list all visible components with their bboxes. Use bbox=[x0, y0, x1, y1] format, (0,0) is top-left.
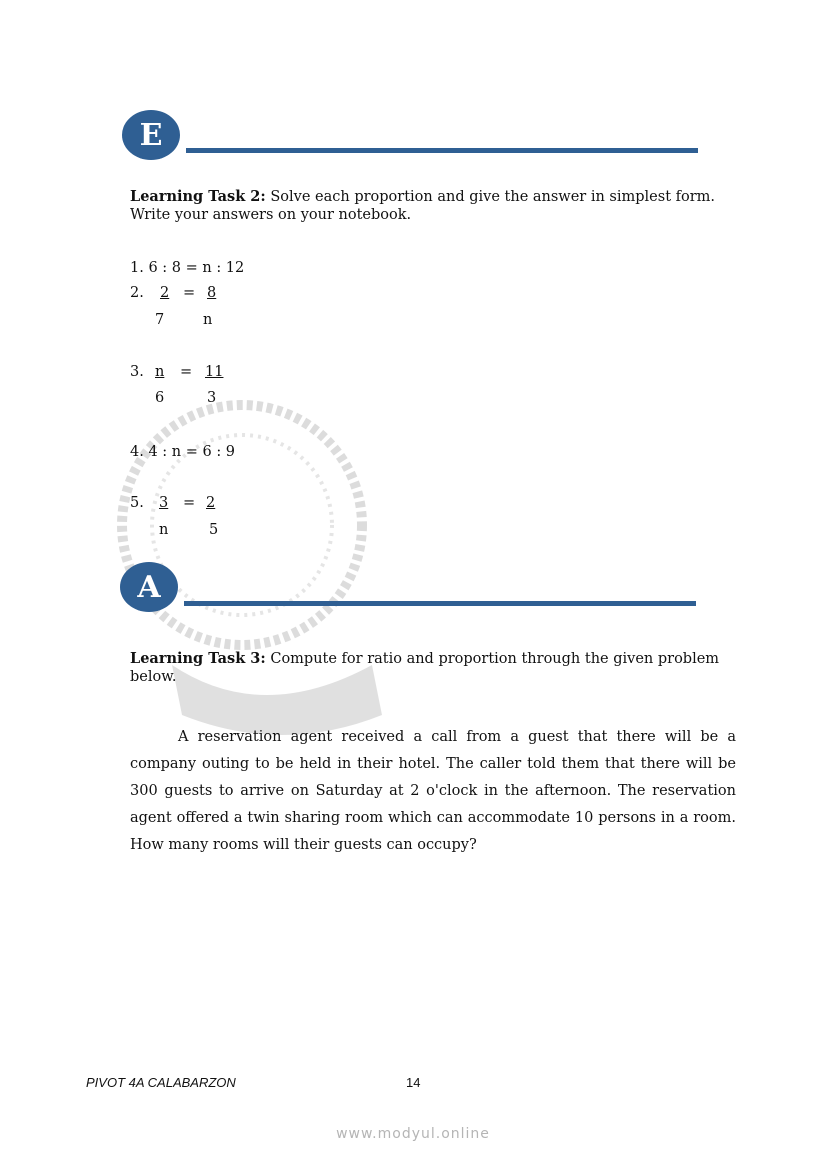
item-5-numerator-right: 2 bbox=[206, 495, 216, 511]
item-3-numerator-left: n bbox=[155, 364, 165, 380]
item-2-numerator-left: 2 bbox=[160, 285, 170, 301]
item-3-number: 3. bbox=[130, 364, 144, 380]
item-5-equals: = bbox=[183, 495, 196, 511]
item-5-number: 5. bbox=[130, 495, 144, 511]
item-3-equals: = bbox=[180, 364, 193, 380]
problem-paragraph: A reservation agent received a call from a guest that there will be a company outing to be held in their hotel. The caller told them that there will be 300 guests to arrive on Saturday at 2 o'clock in the afternoon. The reservation agent offered a twin sharing room which can accommodate 10 persons in a room. How many rooms will their guests can occupy? bbox=[130, 729, 736, 853]
item-2-denominator-right: n bbox=[203, 312, 213, 328]
page-number: 14 bbox=[406, 1075, 421, 1090]
section-e-badge: E bbox=[122, 110, 180, 160]
watermark-seal bbox=[82, 365, 382, 755]
footer-left: PIVOT 4A CALABARZON bbox=[86, 1075, 236, 1090]
item-4: 4. 4 : n = 6 : 9 bbox=[130, 444, 236, 460]
site-watermark: www.modyul.online bbox=[336, 1126, 490, 1142]
task2-line2: Write your answers on your notebook. bbox=[130, 207, 412, 223]
task2-line1: Solve each proportion and give the answer in simplest form. bbox=[265, 189, 716, 205]
section-a-badge: A bbox=[120, 562, 178, 612]
section-a-rule bbox=[184, 601, 696, 606]
task2-title: Learning Task 2: bbox=[130, 188, 266, 205]
item-2-denominator-left: 7 bbox=[155, 312, 165, 328]
item-1: 1. 6 : 8 = n : 12 bbox=[130, 260, 245, 276]
task3-instructions bbox=[130, 650, 719, 668]
item-5-numerator-left: 3 bbox=[159, 495, 169, 511]
item-2-equals: = bbox=[183, 285, 196, 301]
item-5-denominator-left: n bbox=[159, 522, 169, 538]
item-3-numerator-right: 11 bbox=[205, 364, 224, 380]
item-2-numerator-right: 8 bbox=[207, 285, 217, 301]
item-5-denominator-right: 5 bbox=[209, 522, 219, 538]
section-e-rule bbox=[186, 148, 698, 153]
item-3-denominator-left: 6 bbox=[155, 390, 165, 406]
task3-line1: Compute for ratio and proportion through the given problem bbox=[265, 651, 720, 667]
task3-title: Learning Task 3: bbox=[130, 650, 266, 667]
item-2-number: 2. bbox=[130, 285, 144, 301]
item-3-denominator-right: 3 bbox=[207, 390, 217, 406]
task2-instructions bbox=[130, 188, 715, 206]
task3-line2: below. bbox=[130, 669, 177, 685]
